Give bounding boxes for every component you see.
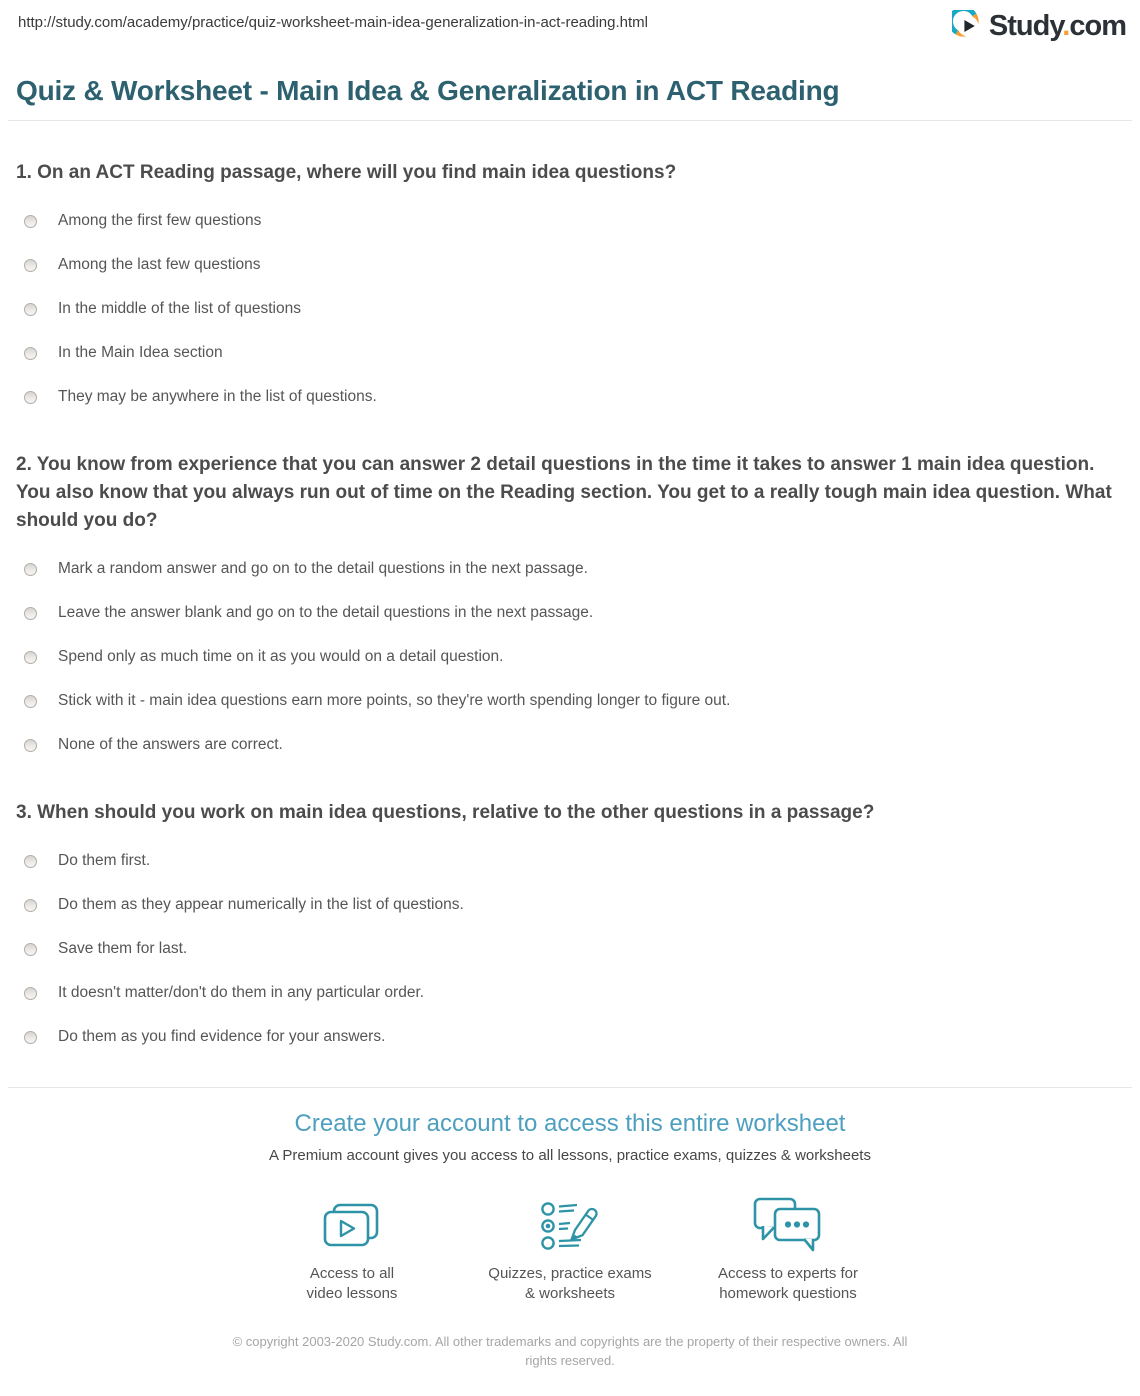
option-label: Save them for last. [58, 940, 188, 957]
video-lessons-icon [321, 1202, 383, 1254]
option-label: Among the first few questions [58, 212, 262, 229]
radio-button[interactable] [24, 303, 37, 316]
question-3-option-1[interactable] [16, 851, 1124, 871]
cta-subheading: A Premium account gives you access to all lessons, practice exams, quizzes & worksheets [269, 1147, 871, 1164]
question-1-option-5[interactable] [16, 387, 1124, 407]
question-3-option-3[interactable] [16, 939, 1124, 959]
feature-video-lessons [243, 1194, 461, 1304]
feature-label-line2: & worksheets [524, 1285, 616, 1302]
question-2-option-2[interactable] [16, 603, 1124, 623]
feature-label-line2: homework questions [719, 1285, 857, 1302]
option-label: Do them as you find evidence for your answers. [58, 1028, 386, 1045]
cta-section [0, 1110, 1140, 1370]
top-bar [0, 0, 1140, 48]
title-divider [8, 120, 1132, 121]
option-label: Stick with it - main idea questions earn more points, so they're worth spending longer to figure out. [58, 692, 731, 709]
question-3-option-2[interactable] [16, 895, 1124, 915]
cta-heading: Create your account to access this entire worksheet [294, 1110, 846, 1137]
radio-button[interactable] [24, 391, 37, 404]
feature-label-line1: Quizzes, practice exams [488, 1265, 652, 1282]
feature-label [243, 1264, 461, 1304]
option-label: Do them first. [58, 852, 151, 869]
radio-button[interactable] [24, 607, 37, 620]
option-label: None of the answers are correct. [58, 736, 283, 753]
logo-text-dot: . [1062, 9, 1070, 42]
page-url: http://study.com/academy/practice/quiz-worksheet-main-idea-generalization-in-act-reading.html [18, 14, 648, 31]
radio-button[interactable] [24, 695, 37, 708]
question-1-option-2[interactable] [16, 255, 1124, 275]
feature-label-line1: Access to experts for [717, 1265, 859, 1282]
question-1-heading: 1. On an ACT Reading passage, where will you find main idea questions? [16, 162, 677, 183]
option-label: Do them as they appear numerically in the list of questions. [58, 896, 464, 913]
radio-button[interactable] [24, 215, 37, 228]
question-2-heading: 2. You know from experience that you can answer 2 detail questions in the time it takes to answer 1 main idea question. You also know that you always run out of time on the Reading section. You get to a really tough main idea question. What should you do? [16, 454, 1112, 531]
radio-button[interactable] [24, 739, 37, 752]
radio-button[interactable] [24, 1031, 37, 1044]
question-block-2 [16, 451, 1124, 755]
studycom-logo-text [988, 9, 1126, 42]
feature-label [679, 1264, 897, 1304]
logo-text-study: Study [988, 9, 1063, 42]
option-label: Among the last few questions [58, 256, 261, 273]
studycom-logo[interactable] [952, 10, 1126, 42]
option-label: Spend only as much time on it as you would on a detail question. [58, 648, 504, 665]
radio-button[interactable] [24, 855, 37, 868]
feature-label [461, 1264, 679, 1304]
option-label: They may be anywhere in the list of questions. [58, 388, 377, 405]
radio-button[interactable] [24, 899, 37, 912]
feature-quizzes-worksheets [461, 1194, 679, 1304]
quizzes-worksheets-icon [539, 1200, 601, 1254]
experts-chat-icon [752, 1196, 824, 1254]
page-title: Quiz & Worksheet - Main Idea & Generalization in ACT Reading [16, 75, 840, 106]
studycom-play-icon [952, 10, 984, 42]
question-2-option-5[interactable] [16, 735, 1124, 755]
radio-button[interactable] [24, 651, 37, 664]
question-3-option-5[interactable] [16, 1027, 1124, 1047]
question-2-option-3[interactable] [16, 647, 1124, 667]
option-label: In the Main Idea section [58, 344, 223, 361]
feature-expert-help [679, 1194, 897, 1304]
question-1-option-1[interactable] [16, 211, 1124, 231]
option-label: Leave the answer blank and go on to the detail questions in the next passage. [58, 604, 594, 621]
question-2-option-1[interactable] [16, 559, 1124, 579]
radio-button[interactable] [24, 943, 37, 956]
feature-list [0, 1194, 1140, 1304]
feature-label-line1: Access to all [309, 1265, 395, 1282]
radio-button[interactable] [24, 347, 37, 360]
question-block-3 [16, 799, 1124, 1047]
radio-button[interactable] [24, 987, 37, 1000]
option-label: In the middle of the list of questions [58, 300, 301, 317]
radio-button[interactable] [24, 563, 37, 576]
option-label: Mark a random answer and go on to the detail questions in the next passage. [58, 560, 588, 577]
option-label: It doesn't matter/don't do them in any particular order. [58, 984, 425, 1001]
copyright-notice: © copyright 2003-2020 Study.com. All other trademarks and copyrights are the property of their respective owners. All rights reserved. [232, 1334, 908, 1368]
logo-text-com: com [1069, 9, 1126, 42]
question-block-1 [16, 159, 1124, 407]
feature-label-line2: video lessons [306, 1285, 398, 1302]
question-3-option-4[interactable] [16, 983, 1124, 1003]
question-3-heading: 3. When should you work on main idea questions, relative to the other questions in a passage? [16, 802, 875, 823]
question-1-option-4[interactable] [16, 343, 1124, 363]
question-1-option-3[interactable] [16, 299, 1124, 319]
footer-divider [8, 1087, 1132, 1088]
question-2-option-4[interactable] [16, 691, 1124, 711]
radio-button[interactable] [24, 259, 37, 272]
